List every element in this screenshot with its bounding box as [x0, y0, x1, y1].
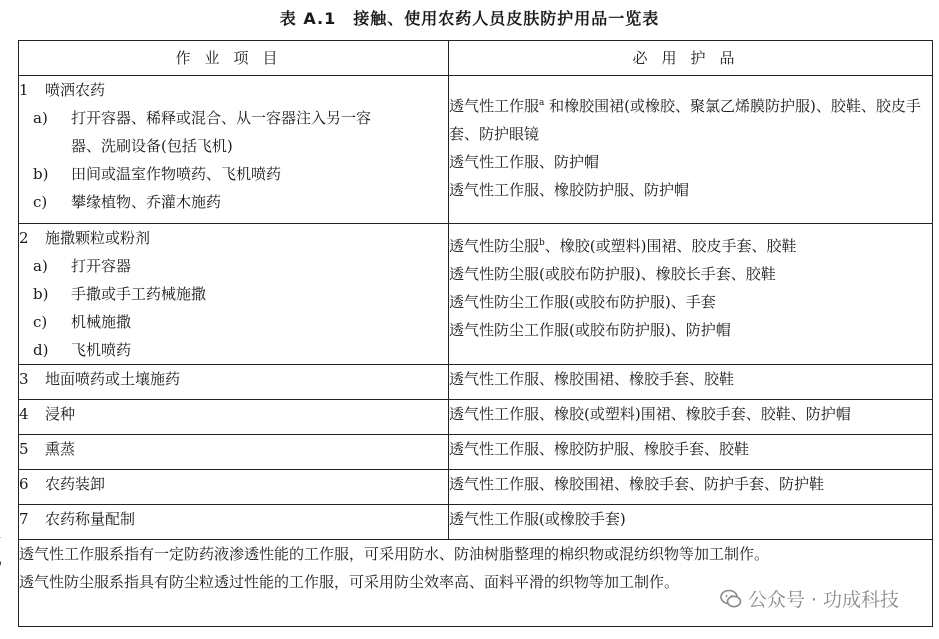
row-number: 5	[19, 440, 29, 458]
footnote-text: 透气性工作服系指有一定防药液渗透性能的工作服，可采用防水、防油树脂整理的棉织物或混纺织物等加工制作。	[19, 545, 770, 563]
protection-table	[18, 40, 933, 627]
gear-item: 透气性工作服、橡胶(或塑料)围裙、橡胶手套、胶鞋、防护帽	[449, 405, 851, 423]
notes-row	[19, 540, 933, 627]
footnote-text: 透气性防尘服系指具有防尘粒透过性能的工作服，可采用防尘效率高、面料平滑的织物等加工制作。	[19, 573, 680, 591]
row-number: 6	[19, 475, 29, 493]
operation-cell	[19, 76, 449, 224]
gear-item: 透气性工作服(或橡胶手套)	[449, 510, 626, 528]
gear-item: 透气性防尘工作服(或胶布防护服)、手套	[449, 293, 716, 311]
footnote	[19, 540, 932, 568]
sub-operation: 田间或温室作物喷药、飞机喷药	[71, 165, 282, 183]
sub-letter: c)	[33, 193, 48, 211]
header-operation: 作业项目	[19, 41, 449, 76]
gear-cell	[449, 435, 933, 470]
gear-cell	[449, 470, 933, 505]
row-number: 7	[19, 510, 29, 528]
table-row	[19, 505, 933, 540]
operation-label: 喷洒农药	[45, 81, 106, 99]
gear-item: 透气性工作服、防护帽	[449, 153, 600, 171]
gear-item: 透气性防尘服$^b$、橡胶(或塑料)围裙、胶皮手套、胶鞋	[449, 237, 797, 255]
gear-cell	[449, 76, 933, 224]
footnotes	[19, 540, 933, 627]
wechat-icon	[720, 588, 742, 610]
operation-label: 农药称量配制	[45, 510, 136, 528]
operation-cell	[19, 224, 449, 365]
sub-letter: d)	[33, 341, 49, 359]
gear-item: 透气性防尘工作服(或胶布防护服)、防护帽	[449, 321, 731, 339]
table-row	[19, 435, 933, 470]
operation-cell	[19, 365, 449, 400]
operation-label: 熏蒸	[45, 440, 76, 458]
gear-item: 透气性工作服$^a$ 和橡胶围裙(或橡胶、聚氯乙烯膜防护服)、胶鞋、胶皮手套、防护眼镜	[449, 97, 921, 143]
sub-operation: 打开容器	[71, 257, 132, 275]
table-header-row	[19, 41, 933, 76]
watermark	[720, 585, 899, 612]
sub-letter: b)	[33, 285, 49, 303]
gear-item: 透气性工作服、橡胶围裙、橡胶手套、胶鞋	[449, 370, 735, 388]
sub-operation-cont: 器、洗刷设备(包括飞机)	[71, 137, 233, 155]
operation-cell	[19, 505, 449, 540]
sub-letter: a)	[33, 109, 48, 127]
operation-cell	[19, 470, 449, 505]
table-title: 表 A.1 接触、使用农药人员皮肤防护用品一览表	[279, 9, 660, 28]
gear-item: 透气性防尘服(或胶布防护服)、橡胶长手套、胶鞋	[449, 265, 776, 283]
gear-item: 透气性工作服、橡胶围裙、橡胶手套、防护手套、防护鞋	[449, 475, 825, 493]
operation-cell	[19, 400, 449, 435]
table-row	[19, 400, 933, 435]
footnote-ref: a	[539, 98, 545, 108]
sub-letter: c)	[33, 313, 48, 331]
table-row	[19, 470, 933, 505]
sub-operation: 机械施撒	[71, 313, 132, 331]
operation-label: 施撒颗粒或粉剂	[45, 229, 151, 247]
footnote-ref: b	[539, 238, 545, 248]
table-row	[19, 76, 933, 224]
operation-cell	[19, 435, 449, 470]
operation-label: 农药装卸	[45, 475, 106, 493]
operation-label: 浸种	[45, 405, 76, 423]
gear-cell	[449, 505, 933, 540]
row-number: 4	[19, 405, 29, 423]
table-row	[19, 224, 933, 365]
gear-item: 透气性工作服、橡胶防护服、橡胶手套、胶鞋	[449, 440, 750, 458]
sub-operation: 打开容器、稀释或混合、从一容器注入另一容	[71, 109, 372, 127]
watermark-text: 公众号 · 功成科技	[747, 589, 899, 611]
row-number: 1	[19, 81, 29, 99]
sub-letter: a)	[33, 257, 48, 275]
sub-operation: 攀缘植物、乔灌木施药	[71, 193, 222, 211]
gear-item: 透气性工作服、橡胶防护服、防护帽	[449, 181, 690, 199]
row-number: 3	[19, 370, 29, 388]
table-row	[19, 365, 933, 400]
gear-cell	[449, 400, 933, 435]
operation-label: 地面喷药或土壤施药	[45, 370, 181, 388]
gear-cell	[449, 365, 933, 400]
sub-operation: 手撒或手工药械施撒	[71, 285, 207, 303]
row-number: 2	[19, 229, 29, 247]
sub-operation: 飞机喷药	[71, 341, 132, 359]
sub-letter: b)	[33, 165, 49, 183]
header-required-gear: 必用护品	[449, 41, 933, 76]
gear-cell	[449, 224, 933, 365]
